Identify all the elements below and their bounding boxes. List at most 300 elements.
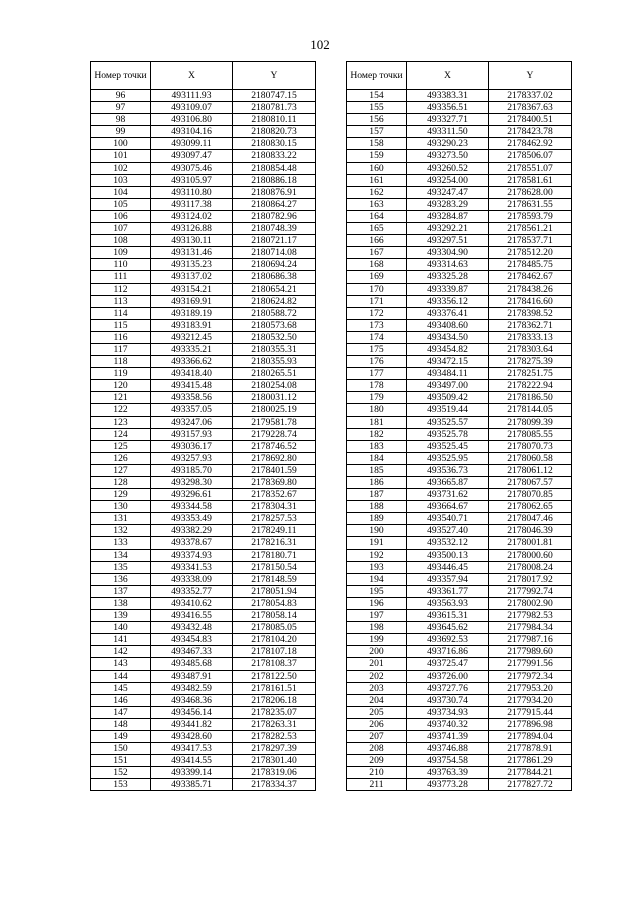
y-cell: 2180588.72 — [233, 307, 316, 319]
x-cell: 493327.71 — [407, 114, 489, 126]
point-number-cell: 174 — [347, 331, 407, 343]
point-number-cell: 199 — [347, 634, 407, 646]
y-cell: 2178263.31 — [233, 718, 316, 730]
y-cell: 2178506.07 — [489, 150, 572, 162]
x-cell: 493378.67 — [151, 537, 233, 549]
table-row — [91, 319, 316, 331]
y-cell: 2178002.90 — [489, 597, 572, 609]
point-number-cell: 140 — [91, 622, 151, 634]
point-number-cell: 185 — [347, 464, 407, 476]
x-cell: 493382.29 — [151, 525, 233, 537]
x-cell: 493109.07 — [151, 102, 233, 114]
point-number-cell: 171 — [347, 295, 407, 307]
x-cell: 493169.91 — [151, 295, 233, 307]
y-cell: 2180721.17 — [233, 235, 316, 247]
point-number-cell: 173 — [347, 319, 407, 331]
y-cell: 2177972.34 — [489, 670, 572, 682]
x-cell: 493212.45 — [151, 331, 233, 343]
point-number-cell: 190 — [347, 525, 407, 537]
point-number-cell: 205 — [347, 706, 407, 718]
x-cell: 493730.74 — [407, 694, 489, 706]
point-number-cell: 104 — [91, 186, 151, 198]
point-number-cell: 168 — [347, 259, 407, 271]
table-row — [347, 186, 572, 198]
y-cell: 2177896.98 — [489, 718, 572, 730]
y-cell: 2178746.52 — [233, 440, 316, 452]
y-cell: 2178054.83 — [233, 597, 316, 609]
y-cell: 2178304.31 — [233, 501, 316, 513]
x-cell: 493754.58 — [407, 755, 489, 767]
x-cell: 493385.71 — [151, 779, 233, 791]
x-cell: 493467.33 — [151, 646, 233, 658]
table-row — [91, 634, 316, 646]
x-cell: 493746.88 — [407, 743, 489, 755]
x-cell: 493105.97 — [151, 174, 233, 186]
table-row — [91, 682, 316, 694]
table-row — [91, 416, 316, 428]
x-cell: 493454.83 — [151, 634, 233, 646]
x-cell: 493446.45 — [407, 561, 489, 573]
y-cell: 2178150.54 — [233, 561, 316, 573]
point-number-cell: 175 — [347, 343, 407, 355]
point-number-cell: 202 — [347, 670, 407, 682]
point-number-cell: 152 — [91, 767, 151, 779]
point-number-cell: 162 — [347, 186, 407, 198]
table-row — [347, 319, 572, 331]
table-row — [347, 561, 572, 573]
point-number-cell: 100 — [91, 138, 151, 150]
table-row — [347, 404, 572, 416]
table-row — [347, 610, 572, 622]
table-row — [347, 549, 572, 561]
point-number-cell: 143 — [91, 658, 151, 670]
table-header-row — [347, 62, 572, 90]
x-cell: 493536.73 — [407, 464, 489, 476]
table-row — [347, 585, 572, 597]
y-cell: 2178485.75 — [489, 259, 572, 271]
point-number-cell: 211 — [347, 779, 407, 791]
point-number-cell: 128 — [91, 477, 151, 489]
y-cell: 2180265.51 — [233, 368, 316, 380]
table-row — [347, 670, 572, 682]
y-cell: 2177861.29 — [489, 755, 572, 767]
y-cell: 2179228.74 — [233, 428, 316, 440]
y-cell: 2178282.53 — [233, 730, 316, 742]
y-cell: 2180820.73 — [233, 126, 316, 138]
point-number-cell: 158 — [347, 138, 407, 150]
x-cell: 493311.50 — [407, 126, 489, 138]
x-cell: 493283.29 — [407, 198, 489, 210]
point-number-cell: 164 — [347, 210, 407, 222]
coordinates-table-left — [90, 61, 316, 791]
table-row — [91, 597, 316, 609]
point-number-cell: 103 — [91, 174, 151, 186]
y-cell: 2178337.02 — [489, 90, 572, 102]
x-cell: 493763.39 — [407, 767, 489, 779]
y-cell: 2178301.40 — [233, 755, 316, 767]
x-cell: 493665.87 — [407, 477, 489, 489]
x-cell: 493110.80 — [151, 186, 233, 198]
x-cell: 493356.12 — [407, 295, 489, 307]
y-cell: 2180654.21 — [233, 283, 316, 295]
x-cell: 493183.91 — [151, 319, 233, 331]
x-cell: 493664.67 — [407, 501, 489, 513]
table-row — [347, 767, 572, 779]
point-number-cell: 131 — [91, 513, 151, 525]
x-cell: 493525.57 — [407, 416, 489, 428]
x-cell: 493374.93 — [151, 549, 233, 561]
point-number-cell: 191 — [347, 537, 407, 549]
point-number-cell: 124 — [91, 428, 151, 440]
point-number-cell: 146 — [91, 694, 151, 706]
table-row — [347, 501, 572, 513]
point-number-cell: 207 — [347, 730, 407, 742]
table-row — [91, 743, 316, 755]
point-number-cell: 106 — [91, 210, 151, 222]
point-number-cell: 159 — [347, 150, 407, 162]
y-cell: 2180782.96 — [233, 210, 316, 222]
table-row — [347, 331, 572, 343]
point-number-cell: 210 — [347, 767, 407, 779]
header-y: Y — [233, 62, 316, 90]
table-row — [91, 186, 316, 198]
x-cell: 493126.88 — [151, 223, 233, 235]
point-number-cell: 122 — [91, 404, 151, 416]
point-number-cell: 138 — [91, 597, 151, 609]
x-cell: 493485.68 — [151, 658, 233, 670]
point-number-cell: 178 — [347, 380, 407, 392]
table-row — [91, 489, 316, 501]
point-number-cell: 121 — [91, 392, 151, 404]
y-cell: 2177987.16 — [489, 634, 572, 646]
table-row — [347, 102, 572, 114]
table-row — [347, 295, 572, 307]
x-cell: 493415.48 — [151, 380, 233, 392]
table-row — [347, 392, 572, 404]
x-cell: 493352.77 — [151, 585, 233, 597]
table-row — [347, 356, 572, 368]
x-cell: 493358.56 — [151, 392, 233, 404]
table-row — [347, 271, 572, 283]
table-row — [347, 706, 572, 718]
y-cell: 2180747.15 — [233, 90, 316, 102]
table-row — [347, 513, 572, 525]
point-number-cell: 160 — [347, 162, 407, 174]
point-number-cell: 126 — [91, 452, 151, 464]
point-number-cell: 144 — [91, 670, 151, 682]
x-cell: 493399.14 — [151, 767, 233, 779]
point-number-cell: 102 — [91, 162, 151, 174]
table-row — [347, 126, 572, 138]
point-number-cell: 177 — [347, 368, 407, 380]
x-cell: 493157.93 — [151, 428, 233, 440]
table-row — [347, 174, 572, 186]
point-number-cell: 186 — [347, 477, 407, 489]
y-cell: 2178067.57 — [489, 477, 572, 489]
point-number-cell: 139 — [91, 610, 151, 622]
header-point-number: Номер точки — [91, 62, 151, 90]
x-cell: 493356.51 — [407, 102, 489, 114]
y-cell: 2178061.12 — [489, 464, 572, 476]
point-number-cell: 135 — [91, 561, 151, 573]
x-cell: 493500.13 — [407, 549, 489, 561]
table-row — [91, 174, 316, 186]
point-number-cell: 109 — [91, 247, 151, 259]
table-row — [347, 646, 572, 658]
y-cell: 2178222.94 — [489, 380, 572, 392]
table-row — [347, 150, 572, 162]
y-cell: 2178251.75 — [489, 368, 572, 380]
x-cell: 493519.44 — [407, 404, 489, 416]
y-cell: 2178367.63 — [489, 102, 572, 114]
table-row — [91, 404, 316, 416]
table-row — [91, 138, 316, 150]
point-number-cell: 187 — [347, 489, 407, 501]
table-row — [91, 114, 316, 126]
table-row — [347, 597, 572, 609]
x-cell: 493135.23 — [151, 259, 233, 271]
point-number-cell: 209 — [347, 755, 407, 767]
point-number-cell: 153 — [91, 779, 151, 791]
x-cell: 493484.11 — [407, 368, 489, 380]
point-number-cell: 136 — [91, 573, 151, 585]
point-number-cell: 110 — [91, 259, 151, 271]
point-number-cell: 167 — [347, 247, 407, 259]
y-cell: 2180830.15 — [233, 138, 316, 150]
point-number-cell: 148 — [91, 718, 151, 730]
x-cell: 493290.23 — [407, 138, 489, 150]
x-cell: 493297.51 — [407, 235, 489, 247]
y-cell: 2178423.78 — [489, 126, 572, 138]
table-row — [347, 537, 572, 549]
point-number-cell: 189 — [347, 513, 407, 525]
point-number-cell: 145 — [91, 682, 151, 694]
table-row — [347, 198, 572, 210]
table-row — [91, 537, 316, 549]
table-row — [347, 634, 572, 646]
table-row — [91, 549, 316, 561]
table-row — [91, 162, 316, 174]
y-cell: 2178369.80 — [233, 477, 316, 489]
y-cell: 2178692.80 — [233, 452, 316, 464]
x-cell: 493532.12 — [407, 537, 489, 549]
table-row — [91, 259, 316, 271]
table-row — [347, 682, 572, 694]
point-number-cell: 165 — [347, 223, 407, 235]
point-number-cell: 107 — [91, 223, 151, 235]
x-cell: 493273.50 — [407, 150, 489, 162]
point-number-cell: 196 — [347, 597, 407, 609]
table-row — [91, 670, 316, 682]
y-cell: 2178017.92 — [489, 573, 572, 585]
table-row — [347, 489, 572, 501]
table-row — [91, 428, 316, 440]
table-row — [91, 573, 316, 585]
x-cell: 493432.48 — [151, 622, 233, 634]
y-cell: 2178275.39 — [489, 356, 572, 368]
x-cell: 493434.50 — [407, 331, 489, 343]
x-cell: 493418.40 — [151, 368, 233, 380]
x-cell: 493298.30 — [151, 477, 233, 489]
point-number-cell: 98 — [91, 114, 151, 126]
x-cell: 493727.76 — [407, 682, 489, 694]
table-row — [347, 90, 572, 102]
table-row — [91, 706, 316, 718]
y-cell: 2178438.26 — [489, 283, 572, 295]
x-cell: 493260.52 — [407, 162, 489, 174]
point-number-cell: 154 — [347, 90, 407, 102]
table-row — [347, 779, 572, 791]
y-cell: 2178062.65 — [489, 501, 572, 513]
x-cell: 493563.93 — [407, 597, 489, 609]
table-row — [91, 247, 316, 259]
table-row — [91, 102, 316, 114]
table-row — [347, 464, 572, 476]
x-cell: 493075.46 — [151, 162, 233, 174]
y-cell: 2178249.11 — [233, 525, 316, 537]
x-cell: 493247.47 — [407, 186, 489, 198]
table-row — [347, 730, 572, 742]
y-cell: 2180532.50 — [233, 331, 316, 343]
point-number-cell: 208 — [347, 743, 407, 755]
table-row — [91, 694, 316, 706]
header-y: Y — [489, 62, 572, 90]
point-number-cell: 129 — [91, 489, 151, 501]
x-cell: 493357.05 — [151, 404, 233, 416]
table-row — [347, 368, 572, 380]
x-cell: 493284.87 — [407, 210, 489, 222]
y-cell: 2178537.71 — [489, 235, 572, 247]
table-row — [91, 223, 316, 235]
point-number-cell: 117 — [91, 343, 151, 355]
point-number-cell: 114 — [91, 307, 151, 319]
table-row — [347, 235, 572, 247]
point-number-cell: 97 — [91, 102, 151, 114]
x-cell: 493036.17 — [151, 440, 233, 452]
table-row — [347, 162, 572, 174]
table-row — [347, 573, 572, 585]
x-cell: 493344.58 — [151, 501, 233, 513]
point-number-cell: 141 — [91, 634, 151, 646]
x-cell: 493296.61 — [151, 489, 233, 501]
table-row — [91, 271, 316, 283]
table-row — [347, 380, 572, 392]
x-cell: 493366.62 — [151, 356, 233, 368]
y-cell: 2179581.78 — [233, 416, 316, 428]
table-row — [347, 210, 572, 222]
point-number-cell: 115 — [91, 319, 151, 331]
table-row — [91, 646, 316, 658]
y-cell: 2180864.27 — [233, 198, 316, 210]
point-number-cell: 116 — [91, 331, 151, 343]
point-number-cell: 204 — [347, 694, 407, 706]
y-cell: 2178144.05 — [489, 404, 572, 416]
y-cell: 2178462.67 — [489, 271, 572, 283]
y-cell: 2178047.46 — [489, 513, 572, 525]
y-cell: 2178352.67 — [233, 489, 316, 501]
y-cell: 2180886.18 — [233, 174, 316, 186]
x-cell: 493254.00 — [407, 174, 489, 186]
x-cell: 493416.55 — [151, 610, 233, 622]
table-row — [91, 295, 316, 307]
point-number-cell: 142 — [91, 646, 151, 658]
x-cell: 493428.60 — [151, 730, 233, 742]
table-row — [347, 247, 572, 259]
header-x: X — [407, 62, 489, 90]
x-cell: 493410.62 — [151, 597, 233, 609]
x-cell: 493124.02 — [151, 210, 233, 222]
point-number-cell: 111 — [91, 271, 151, 283]
y-cell: 2177953.20 — [489, 682, 572, 694]
point-number-cell: 118 — [91, 356, 151, 368]
x-cell: 493357.94 — [407, 573, 489, 585]
table-row — [91, 501, 316, 513]
header-x: X — [151, 62, 233, 90]
y-cell: 2178416.60 — [489, 295, 572, 307]
y-cell: 2180781.73 — [233, 102, 316, 114]
y-cell: 2180355.31 — [233, 343, 316, 355]
point-number-cell: 206 — [347, 718, 407, 730]
table-row — [91, 755, 316, 767]
x-cell: 493304.90 — [407, 247, 489, 259]
x-cell: 493692.53 — [407, 634, 489, 646]
y-cell: 2178008.24 — [489, 561, 572, 573]
table-row — [91, 307, 316, 319]
point-number-cell: 147 — [91, 706, 151, 718]
table-row — [91, 477, 316, 489]
table-row — [347, 307, 572, 319]
point-number-cell: 108 — [91, 235, 151, 247]
y-cell: 2177934.20 — [489, 694, 572, 706]
y-cell: 2178398.52 — [489, 307, 572, 319]
table-row — [91, 150, 316, 162]
y-cell: 2178462.92 — [489, 138, 572, 150]
point-number-cell: 133 — [91, 537, 151, 549]
point-number-cell: 125 — [91, 440, 151, 452]
y-cell: 2178161.51 — [233, 682, 316, 694]
point-number-cell: 105 — [91, 198, 151, 210]
y-cell: 2178319.06 — [233, 767, 316, 779]
x-cell: 493441.82 — [151, 718, 233, 730]
y-cell: 2178001.81 — [489, 537, 572, 549]
table-header-row — [91, 62, 316, 90]
table-row — [347, 452, 572, 464]
point-number-cell: 101 — [91, 150, 151, 162]
x-cell: 493257.93 — [151, 452, 233, 464]
x-cell: 493185.70 — [151, 464, 233, 476]
x-cell: 493376.41 — [407, 307, 489, 319]
x-cell: 493117.38 — [151, 198, 233, 210]
x-cell: 493468.36 — [151, 694, 233, 706]
y-cell: 2180624.82 — [233, 295, 316, 307]
y-cell: 2178046.39 — [489, 525, 572, 537]
y-cell: 2178108.37 — [233, 658, 316, 670]
table-row — [347, 428, 572, 440]
y-cell: 2177984.34 — [489, 622, 572, 634]
point-number-cell: 157 — [347, 126, 407, 138]
point-number-cell: 127 — [91, 464, 151, 476]
x-cell: 493525.78 — [407, 428, 489, 440]
table-row — [347, 416, 572, 428]
table-row — [91, 452, 316, 464]
point-number-cell: 188 — [347, 501, 407, 513]
table-row — [347, 440, 572, 452]
y-cell: 2178122.50 — [233, 670, 316, 682]
x-cell: 493131.46 — [151, 247, 233, 259]
point-number-cell: 201 — [347, 658, 407, 670]
point-number-cell: 151 — [91, 755, 151, 767]
y-cell: 2178628.00 — [489, 186, 572, 198]
